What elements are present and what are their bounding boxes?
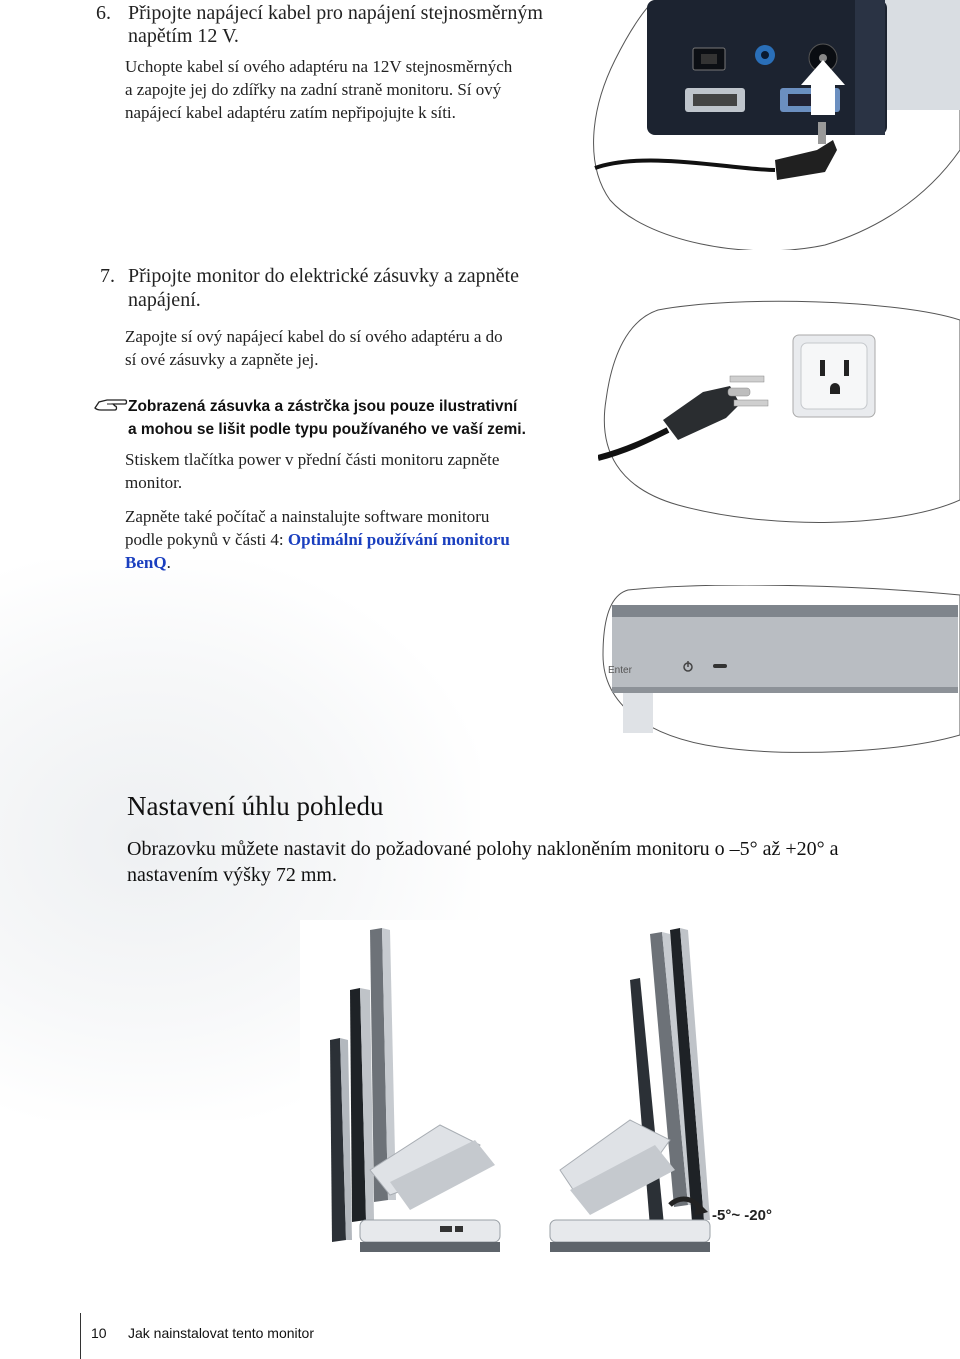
software-line1: Zapněte také počítač a nainstalujte software monitoru [125,507,490,526]
step-7-title-line1: Připojte monitor do elektrické zásuvky a zapněte [128,265,519,287]
power-led [713,664,727,668]
note-line1: Zobrazená zásuvka a zástrčka jsou pouze ilustrativní [128,398,518,415]
power-line2: monitor. [125,473,183,492]
footer-title: Jak nainstalovat tento monitor [128,1325,314,1341]
power-button-illustration [598,585,960,760]
step-6-desc-line2: a zapojte jej do zdířky na zadní straně monitoru. Sí ový [125,80,502,99]
benq-link[interactable]: BenQ [125,553,167,572]
pointing-hand-icon [93,394,129,414]
footer-page-number: 10 [91,1325,107,1341]
step-7-title-line2: napájení. [128,289,201,311]
power-line1: Stiskem tlačítka power v přední části monitoru zapněte [125,450,500,469]
section-body-line2: nastavením výšky 72 mm. [127,864,337,886]
software-line2 [125,528,510,551]
step-7-number: 7. [100,265,115,287]
section-body-line1: Obrazovku můžete nastavit do požadované polohy nakloněním monitoru o –5° až +20° a [127,838,839,860]
dc-jack-illustration [585,0,960,250]
step-6-title-line2: napětím 12 V. [128,25,239,47]
enter-button-label: Enter [608,665,632,676]
step-7-desc-line1: Zapojte sí ový napájecí kabel do sí ového adaptéru a do [125,327,503,346]
note-line2: a mohou se lišit podle typu používaného ve vaší zemi. [128,421,526,438]
tilt-range-label: -5°~ -20° [712,1207,772,1224]
tilt-height-illustration [300,920,820,1270]
step-7-desc-line2: sí ové zásuvky a zapněte jej. [125,350,319,369]
optimal-usage-link[interactable]: Optimální používání monitoru [287,530,510,549]
step-6-desc-line3: napájecí kabel adaptéru zatím nepřipojujte k síti. [125,103,456,122]
section-heading: Nastavení úhlu pohledu [127,791,384,821]
software-line2-prefix: podle pokynů v části 4: [125,530,288,549]
step-6-desc-line1: Uchopte kabel sí ového adaptéru na 12V stejnosměrných [125,57,513,76]
plug-outlet-illustration [598,300,960,530]
step-6-number: 6. [96,2,111,24]
software-line3-end: . [166,553,171,572]
footer-divider [80,1313,81,1359]
software-line3 [125,551,171,574]
step-6-title-line1: Připojte napájecí kabel pro napájení stejnosměrným [128,2,543,24]
